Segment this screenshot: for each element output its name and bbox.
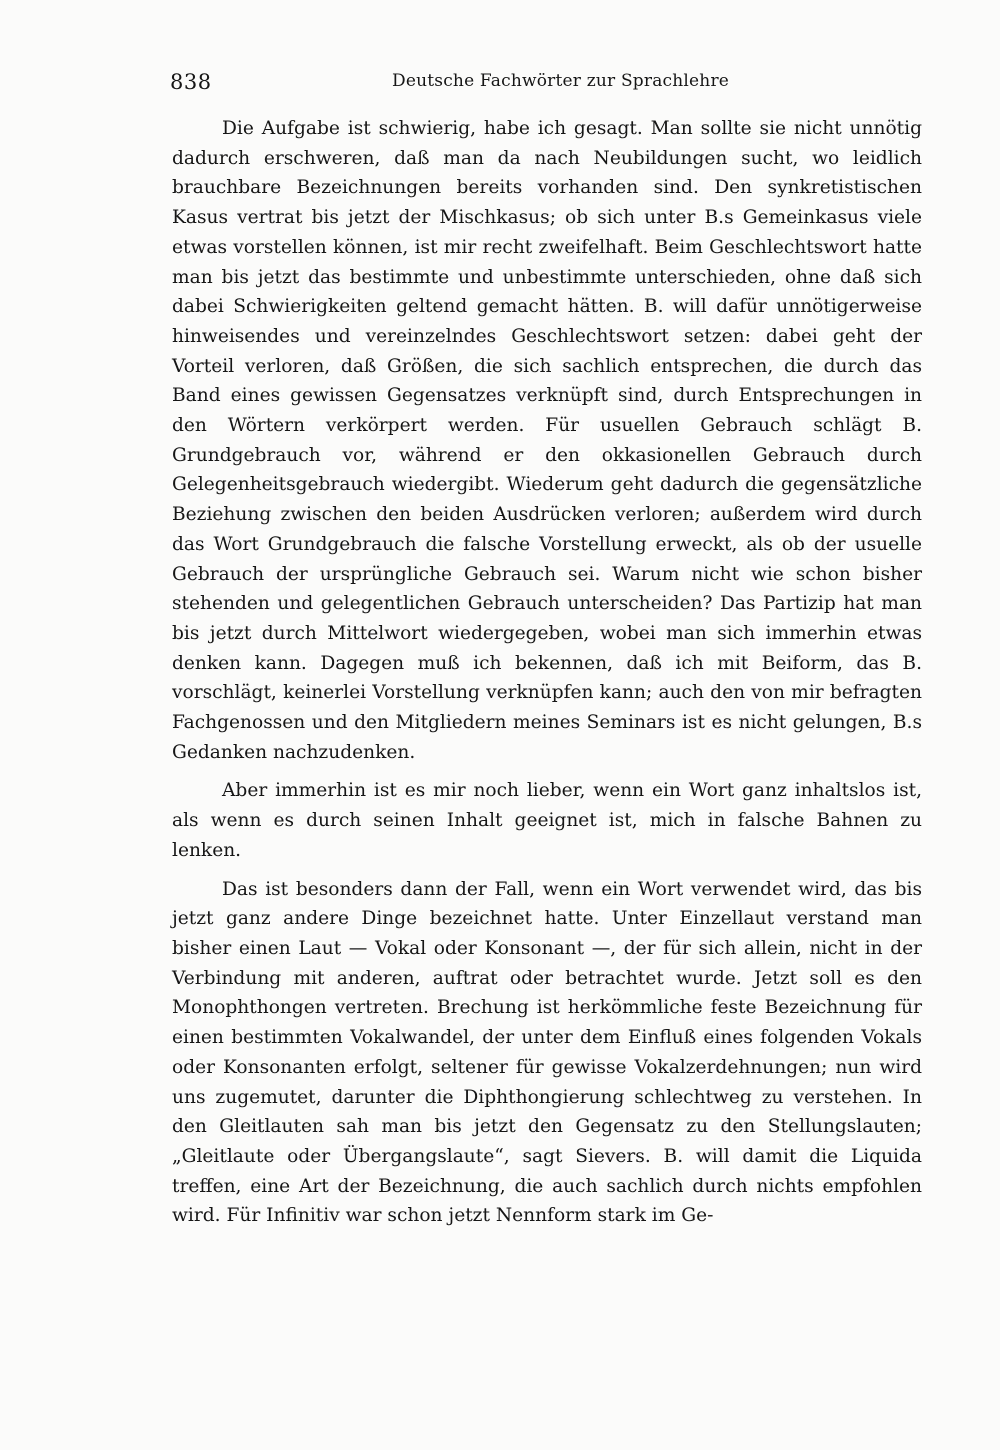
paragraph-2: Aber immerhin ist es mir noch lieber, wenn ein Wort ganz inhaltslos ist, als wenn es durch seinen Inhalt geeignet ist, mich in falsche Bahnen zu lenken. [172,780,922,861]
page-number: 838 [170,70,212,94]
paragraph-3: Das ist besonders dann der Fall, wenn ein Wort verwendet wird, das bis jetzt ganz andere Dinge bezeichnet hatte. Unter Einzellaut verstand man bisher einen Laut — Vokal oder Konsonant —, der für sich allein, nicht in der Verbindung mit anderen, auftrat oder betrachtet wurde. Jetzt soll es den Monophthongen vertreten. Brechung ist herkömmliche feste Bezeichnung für einen bestimmten Vokalwandel, der unter dem Einfluß eines folgenden Vokals oder Konsonanten erfolgt, seltener für gewisse Vokalzerdehnungen; nun wird uns zugemutet, darunter die Diphthongierung schlechtweg zu verstehen. In den Gleitlauten sah man bis jetzt den Gegensatz zu den Stellungslauten; „Gleitlaute oder Übergangslaute“, sagt Sievers. B. will damit die Liquida treffen, eine Art der Bezeichnung, die auch sachlich durch nichts empfohlen wird. Für Infinitiv war schon jetzt Nennform stark im Ge- [172,878,922,1227]
running-head [170,68,922,98]
running-title: Deutsche Fachwörter zur Sprachlehre [392,71,730,91]
body-text [172,114,922,1240]
paragraph-1: Die Aufgabe ist schwierig, habe ich gesagt. Man sollte sie nicht unnötig dadurch erschweren, daß man da nach Neubildungen sucht, wo leidlich brauchbare Bezeichnungen bereits vorhanden sind. Den synkretistischen Kasus vertrat bis jetzt der Mischkasus; ob sich unter B.s Gemeinkasus viele etwas vorstellen können, ist mir recht zweifelhaft. Beim Geschlechtswort hatte man bis jetzt das bestimmte und unbestimmte unterschieden, ohne daß sich dabei Schwierigkeiten geltend gemacht hätten. B. will dafür unnötigerweise hinweisendes und vereinzelndes Geschlechtswort setzen: dabei geht der Vorteil verloren, daß Größen, die sich sachlich entsprechen, die durch das Band eines gewissen Gegensatzes verknüpft sind, durch Entsprechungen in den Wörtern verkörpert werden. Für usuellen Gebrauch schlägt B. Grundgebrauch vor, während er den okkasionellen Gebrauch durch Gelegenheitsgebrauch wiedergibt. Wiederum geht dadurch die gegensätzliche Beziehung zwischen den beiden Ausdrücken verloren; außerdem wird durch das Wort Grundgebrauch die falsche Vorstellung erweckt, als ob der usuelle Gebrauch der ursprüngliche Gebrauch sei. Warum nicht wie schon bisher stehenden und gelegentlichen Gebrauch unterscheiden? Das Partizip hat man bis jetzt durch Mittelwort wiedergegeben, wobei man sich immerhin etwas denken kann. Dagegen muß ich bekennen, daß ich mit Beiform, das B. vorschlägt, keinerlei Vorstellung verknüpfen kann; auch den von mir befragten Fachgenossen und den Mitgliedern meines Seminars ist es nicht gelungen, B.s Gedanken nachzudenken. [172,118,922,763]
